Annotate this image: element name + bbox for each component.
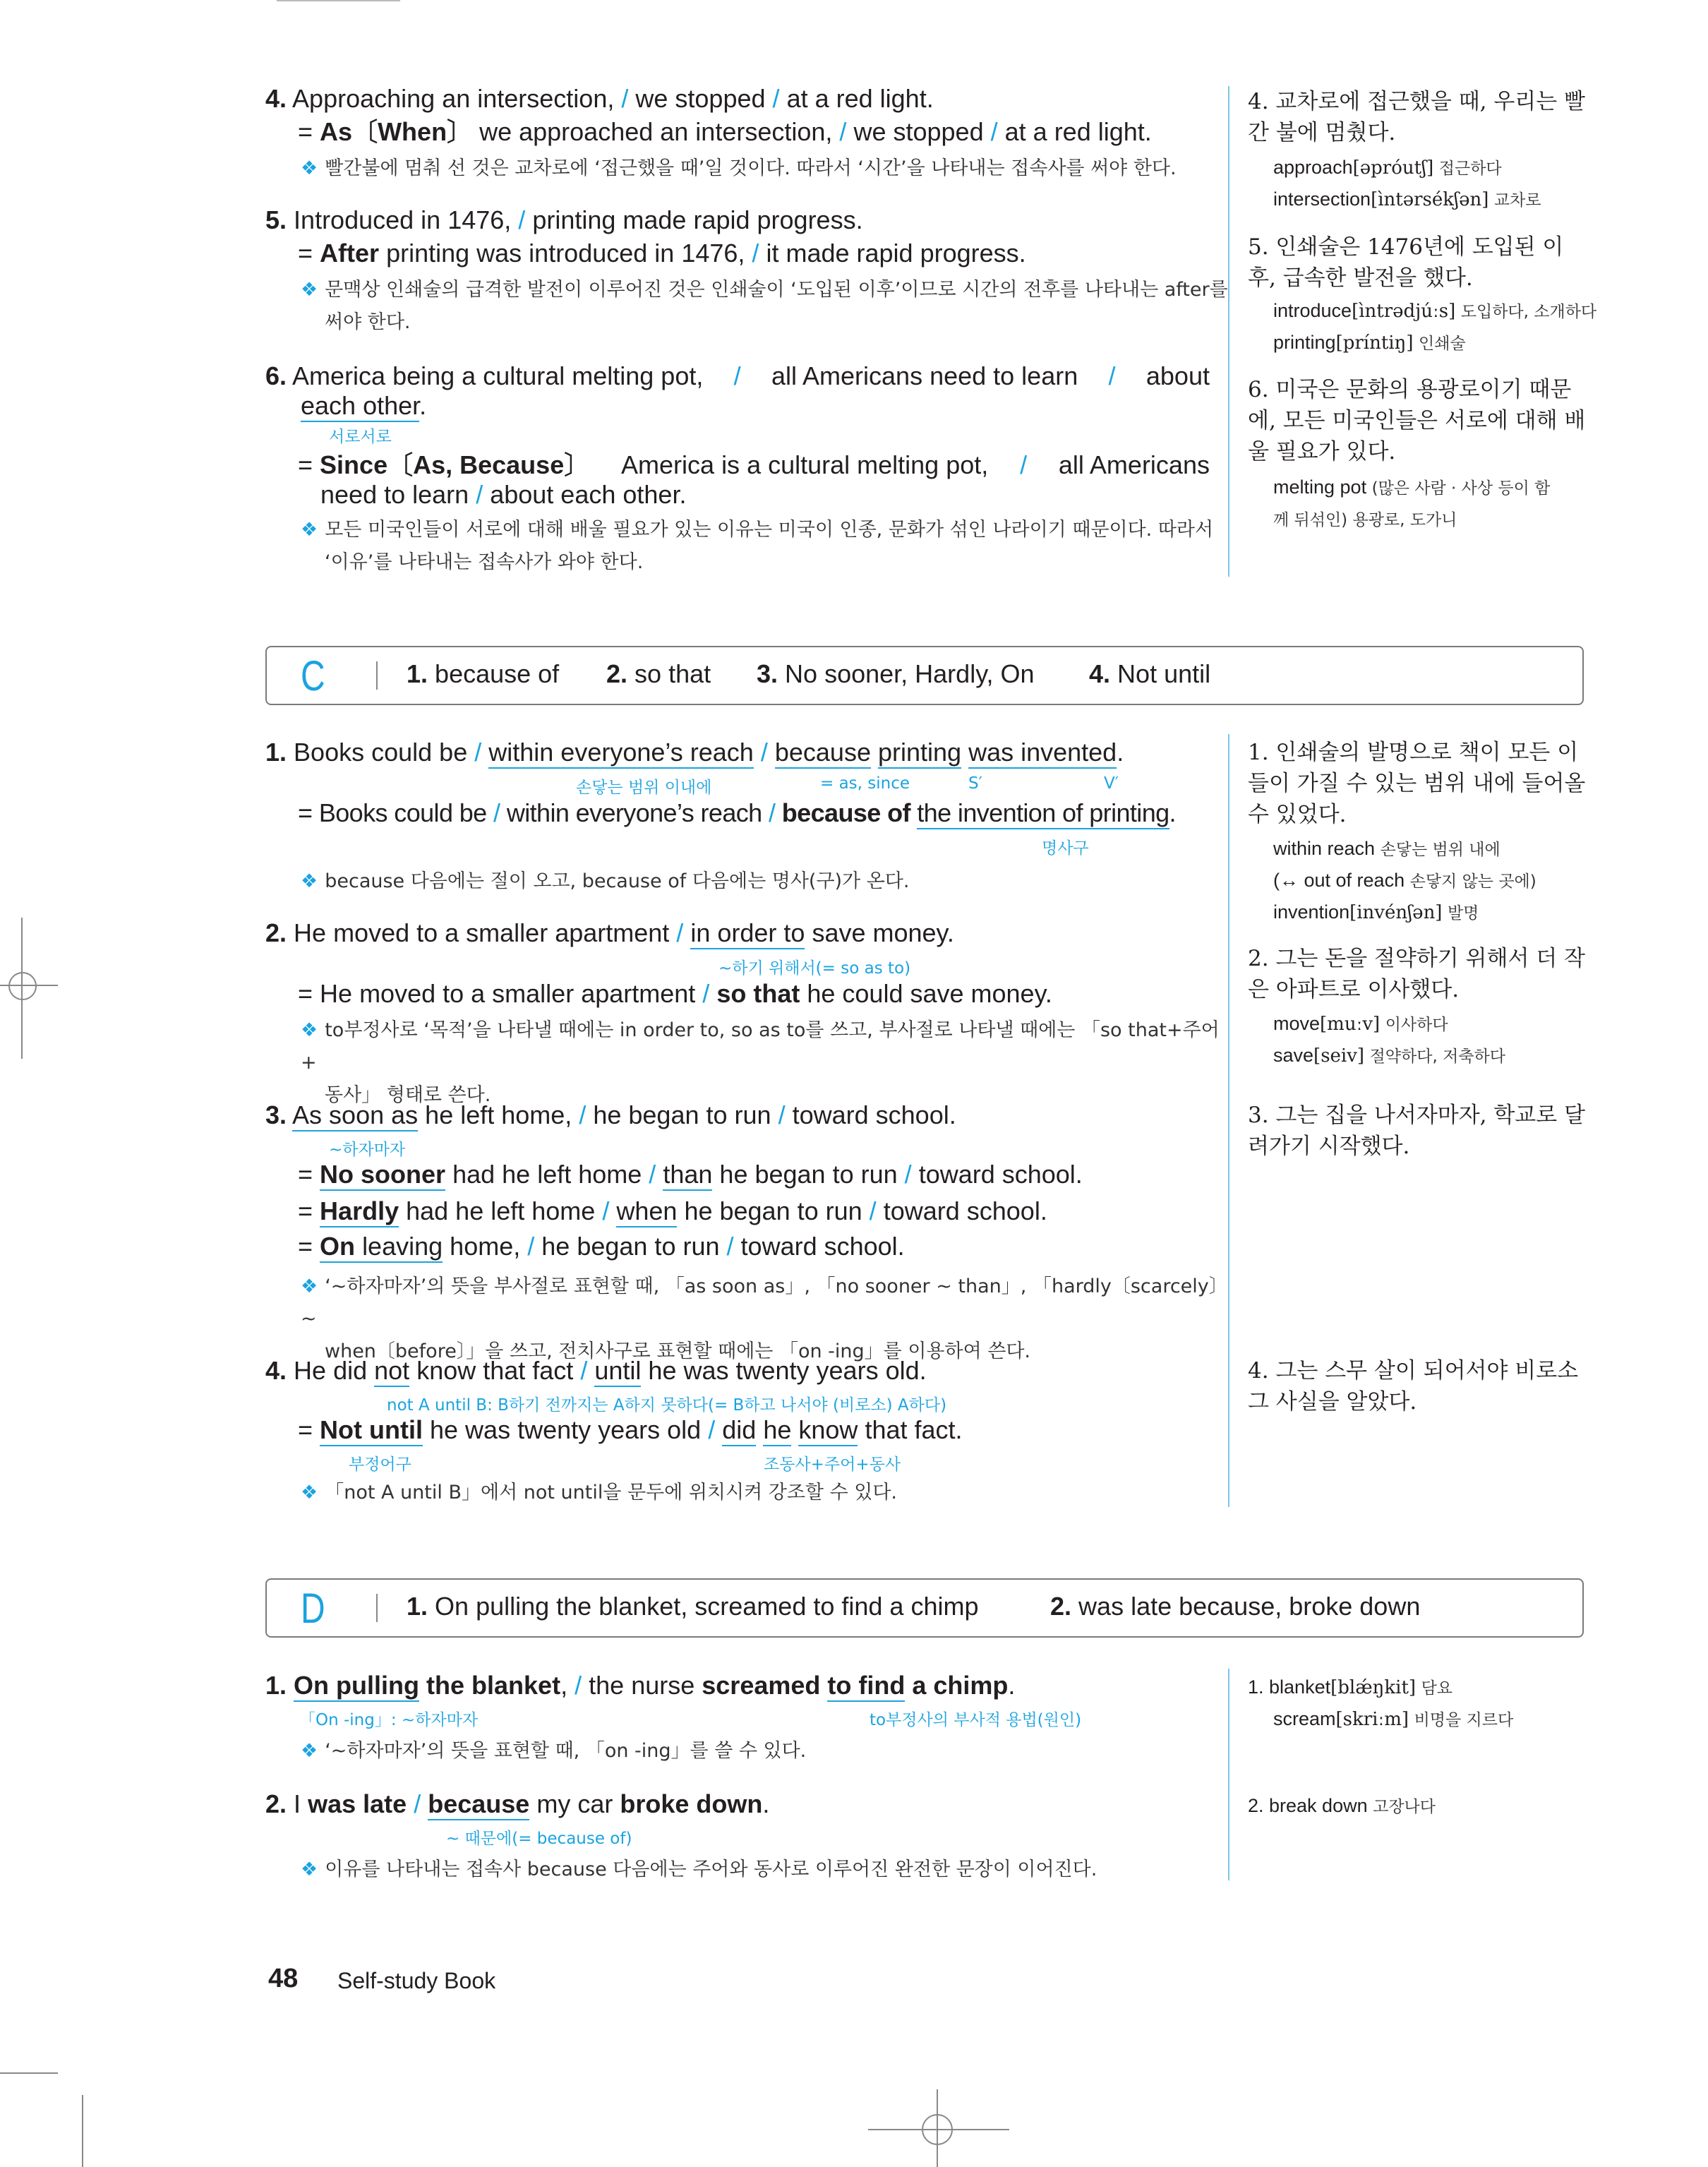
top-crop-line [277,0,400,1]
q6-sentence-cont: each other. [301,390,426,421]
diamond-icon: ❖ [301,157,318,179]
q5-word-2: printing[príntiŋ] 인쇄술 [1273,332,1466,354]
section-c-letter: C [301,652,325,700]
q5-sentence: 5. Introduced in 1476, / printing made rapid progress. [265,205,863,234]
c-answer-3: 3. No sooner, Hardly, On [757,659,1035,688]
c-q3-rewrite-3: = On leaving home, / he began to run / toward school. [298,1231,905,1262]
c-q1-annotation-noun-phrase: 명사구 [1042,839,1089,858]
bottom-left-crop-line [0,2072,58,2074]
c-q1-annotation-reach: 손닿는 범위 이내에 [576,779,712,797]
q6-rewrite-cont: need to learn / about each other. [320,480,687,509]
c-answer-4: 4. Not until [1089,659,1211,688]
q5-word-1: introduce[ìntrədjúːs] 도입하다, 소개하다 [1273,300,1597,322]
diamond-icon: ❖ [301,519,318,541]
separator [376,661,378,690]
c-q1-translation: 1. 인쇄술의 발명으로 책이 모든 이들이 가질 수 있는 범위 내에 들어올 수 있었다. [1248,740,1586,827]
c-q2-rewrite: = He moved to a smaller apartment / so that he could save money. [298,979,1052,1008]
d-q1-note: ❖ ‘~하자마자’의 뜻을 표현할 때, 「on -ing」를 쓸 수 있다. [301,1740,807,1762]
d-q2-annotation: ~ 때문에(= because of) [446,1830,632,1848]
q5-translation: 5. 인쇄술은 1476년에 도입된 이후, 급속한 발전을 했다. [1248,234,1564,291]
c-q3-translation: 3. 그는 집을 나서자마자, 학교로 달려가기 시작했다. [1248,1103,1585,1159]
c-q3-annotation: ~하자마자 [329,1141,406,1159]
bottom-left-crop-vline [82,2095,83,2167]
c-q4-annotation-negative: 부정어구 [349,1455,411,1474]
d-answer-1: 1. On pulling the blanket, screamed to find a chimp [407,1592,979,1621]
c-q1-word-3: invention[invénʃən] 발명 [1273,901,1479,923]
d-q2-sentence: 2. I was late / because my car broke down. [265,1789,769,1820]
diamond-icon: ❖ [301,1482,318,1503]
bottom-registration-circle [922,2114,953,2145]
q5-note: ❖ 문맥상 인쇄술의 급격한 발전이 이루어진 것은 인쇄술이 ‘도입된 이후’이므로 시간의 전후를 나타내는 after를 써야 한다. [301,279,1228,333]
c-q4-annotation: not A until B: B하기 전까지는 A하지 못하다(= B하고 나서야 (비로소) A하다) [387,1396,947,1415]
c-q2-word-2: save[seiv] 절약하다, 저축하다 [1273,1045,1505,1067]
section-d-answer-box [265,1578,1584,1638]
left-registration-circle [8,972,37,1000]
q4-sentence: 4. Approaching an intersection, / we stopped / at a red light. [265,84,934,113]
q6-rewrite: = Since〔As, Because〕 America is a cultural melting pot, / all Americans [298,450,1210,479]
c-q4-note: ❖ 「not A until B」에서 not until을 문두에 위치시켜 강조할 수 있다. [301,1482,897,1503]
q6-word-1: melting pot (많은 사람 · 사상 등이 함 [1273,476,1551,498]
c-q3-rewrite-1: = No sooner had he left home / than he began to run / toward school. [298,1159,1083,1190]
c-q1-word-1: within reach 손닿는 범위 내에 [1273,838,1500,859]
diamond-icon: ❖ [301,870,318,892]
c-q2-translation: 2. 그는 돈을 절약하기 위해서 더 작은 아파트로 이사했다. [1248,946,1585,1002]
diamond-icon: ❖ [301,279,318,301]
d-q1-annotation-on-ing: 「On -ing」: ~하자마자 [299,1711,479,1729]
d-q1-word-1: 1. blanket[blǽŋkit] 담요 [1248,1676,1453,1698]
c-q4-translation: 4. 그는 스무 살이 되어서야 비로소 그 사실을 알았다. [1248,1358,1579,1415]
q5-rewrite: = After printing was introduced in 1476, / it made rapid progress. [298,239,1026,268]
diamond-icon: ❖ [301,1275,318,1297]
c-q2-note: ❖ to부정사로 ‘목적’을 나타낼 때에는 in order to, so as to를 쓰고, 부사절로 나타낼 때에는 「so that+주어+ 동사」 형태로 쓴다. [301,1019,1220,1106]
diamond-icon: ❖ [301,1859,318,1880]
c-q4-annotation-inversion: 조동사+주어+동사 [764,1455,901,1474]
d-answer-2: 2. was late because, broke down [1050,1592,1421,1621]
d-q1-sentence: 1. On pulling the blanket, / the nurse screamed to find a chimp. [265,1670,1015,1701]
c-q1-note: ❖ because 다음에는 절이 오고, because of 다음에는 명사(구)가 온다. [301,870,910,892]
d-q1-annotation-infinitive: to부정사의 부사적 용법(원인) [870,1711,1082,1729]
d-q1-word-2: scream[skriːm] 비명을 지르다 [1273,1708,1514,1730]
c-q1-rewrite: = Books could be / within everyone’s reach / because of the invention of printing. [298,798,1176,829]
c-answer-2: 2. so that [606,659,711,688]
divider-d [1228,1669,1229,1880]
q4-translation: 4. 교차로에 접근했을 때, 우리는 빨간 불에 멈췄다. [1248,89,1585,145]
separator [376,1594,378,1622]
c-q4-sentence: 4. He did not know that fact / until he was twenty years old. [265,1355,927,1386]
divider-c [1228,734,1229,1507]
q4-word-1: approach[əpróutʃ] 접근하다 [1273,157,1502,179]
footer-title: Self-study Book [337,1968,496,1993]
c-q1-annotation-v: V′ [1104,774,1119,793]
c-q3-rewrite-2: = Hardly had he left home / when he began to run / toward school. [298,1196,1047,1227]
c-q1-sentence: 1. Books could be / within everyone’s reach / because printing was invented. [265,737,1124,768]
page-number: 48 [268,1964,299,1993]
q4-word-2: intersection[ìntərsékʃən] 교차로 [1273,188,1541,210]
c-q1-annotation-s: S′ [968,774,982,793]
d-q2-word-1: 2. break down 고장나다 [1248,1795,1436,1816]
q6-word-1-cont: 께 뒤섞인) 용광로, 도가니 [1273,511,1457,529]
c-q1-word-2: (↔ out of reach 손닿지 않는 곳에) [1273,870,1536,891]
c-q2-sentence: 2. He moved to a smaller apartment / in order to save money. [265,918,954,949]
c-q2-word-1: move[muːv] 이사하다 [1273,1013,1448,1035]
q6-annotation: 서로서로 [329,428,392,446]
q4-rewrite: = As〔When〕 we approached an intersection, / we stopped / at a red light. [298,117,1152,146]
c-q3-note: ❖ ‘~하자마자’의 뜻을 부사절로 표현할 때, 「as soon as」, 「no sooner ~ than」, 「hardly〔scarcely〕 ~ when〔before〕」을 쓰고, 전치사구로 표현할 때에는 「on -ing」를 이용하여 쓴다. [301,1275,1228,1362]
q6-sentence: 6. America being a cultural melting pot, / all Americans need to learn / about [265,361,1210,390]
d-q2-note: ❖ 이유를 나타내는 접속사 because 다음에는 주어와 동사로 이루어진 완전한 문장이 이어진다. [301,1859,1097,1880]
section-c-answer-box [265,646,1584,705]
c-q1-annotation-because: = as, since [820,774,910,793]
q6-translation: 6. 미국은 문화의 용광로이기 때문에, 모든 미국인들은 서로에 대해 배울 필요가 있다. [1248,377,1586,464]
section-d-letter: D [301,1585,325,1632]
diamond-icon: ❖ [301,1740,318,1762]
c-q2-annotation: ~하기 위해서(= so as to) [718,959,911,978]
q6-note: ❖ 모든 미국인들이 서로에 대해 배울 필요가 있는 이유는 미국이 인종, 문화가 섞인 나라이기 때문이다. 따라서 ‘이유’를 나타내는 접속사가 와야 한다. [301,519,1214,573]
c-q3-sentence: 3. As soon as he left home, / he began to run / toward school. [265,1100,956,1131]
diamond-icon: ❖ [301,1019,318,1041]
c-q4-rewrite: = Not until he was twenty years old / did he know that fact. [298,1415,963,1446]
q4-note: ❖ 빨간불에 멈춰 선 것은 교차로에 ‘접근했을 때’일 것이다. 따라서 ‘시간’을 나타내는 접속사를 써야 한다. [301,157,1177,179]
c-answer-1: 1. because of [407,659,560,688]
